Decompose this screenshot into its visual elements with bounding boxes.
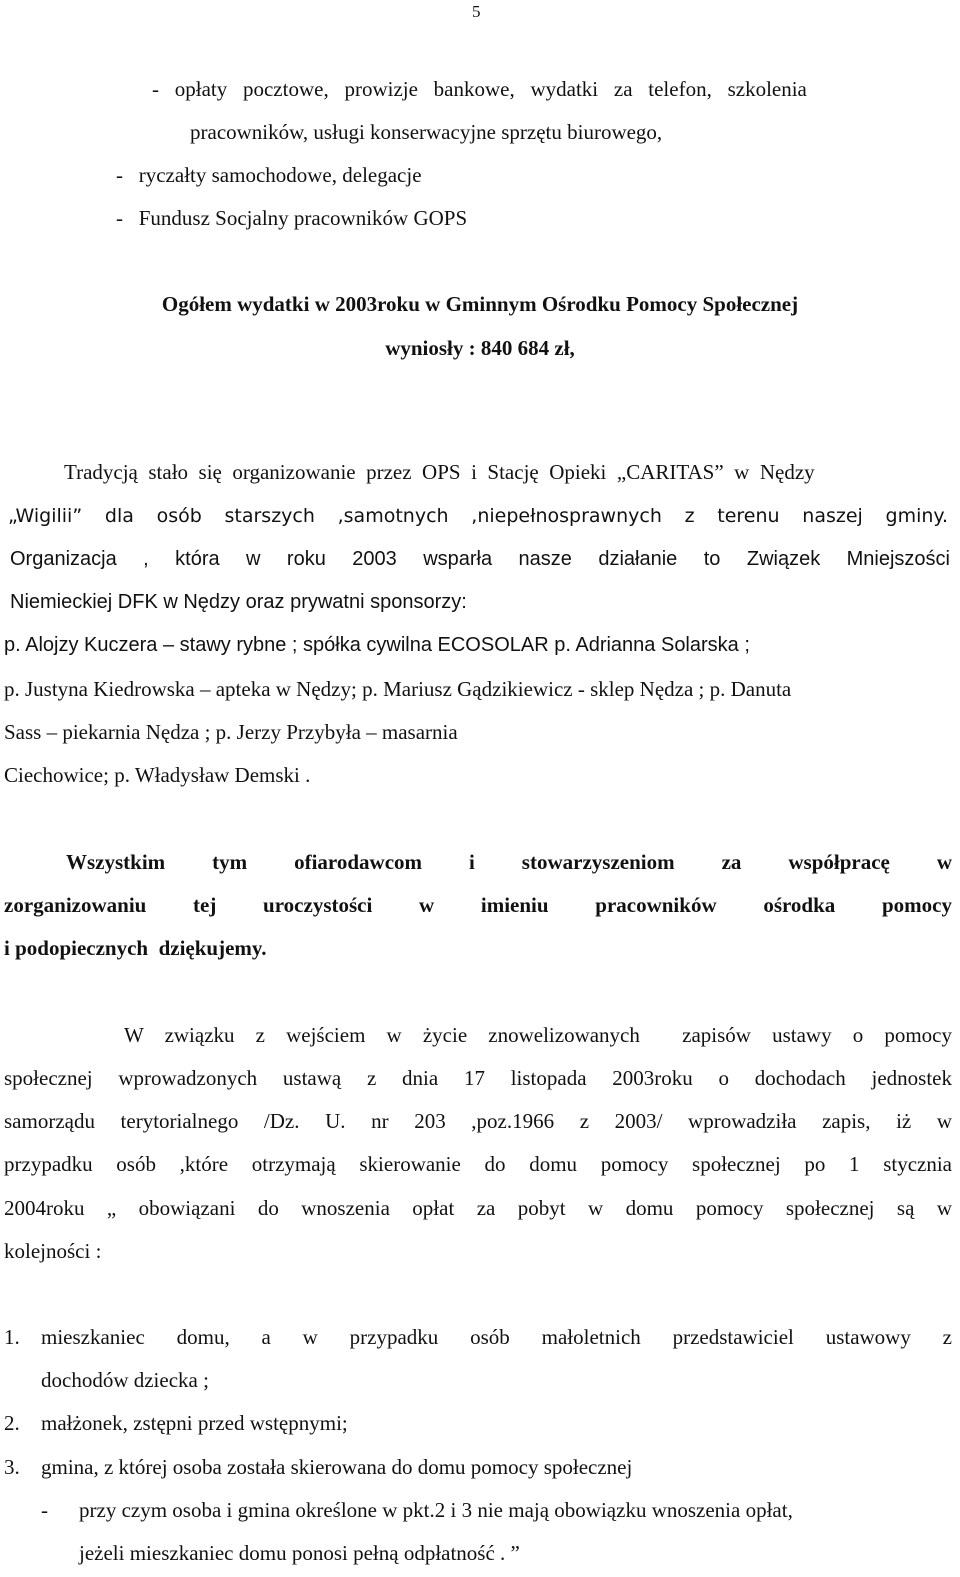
sub-item-line2: jeżeli mieszkaniec domu ponosi pełną odpłatność . ” [79,1541,520,1565]
list-item-2: małżonek, zstępni przed wstępnymi; [41,1411,348,1435]
sub-item-line1: przy czym osoba i gmina określone w pkt.2 i 3 nie mają obowiązku wnoszenia opłat, [79,1498,793,1522]
list-item-1-line1: mieszkaniec domu, a w przypadku osób małoletnich przedstawiciel ustawowy z [41,1325,952,1349]
sponsors-line3: Sass – piekarnia Nędza ; p. Jerzy Przybyła – masarnia [4,720,458,744]
cost-item-1-line2: pracowników, usługi konserwacyjne sprzętu biurowego, [190,120,663,144]
thanks-line2: zorganizowaniu tej uroczystości w imieniu pracowników ośrodka pomocy [4,893,952,917]
summary-line2: wyniosły : 840 684 zł, [385,336,575,360]
tradition-line2: „Wigilii” dla osób starszych ,samotnych ,niepełnosprawnych z terenu naszej gminy. [8,505,948,527]
thanks-line3: i podopiecznych dziękujemy. [4,936,267,960]
law-line3: samorządu terytorialnego /Dz. U. nr 203 ,poz.1966 z 2003/ wprowadziła zapis, iż w [4,1109,952,1133]
tradition-line1: Tradycją stało się organizowanie przez OPS i Stację Opieki „CARITAS” w Nędzy [64,460,815,484]
list-item-number-3: 3. [4,1455,20,1479]
law-line2: społecznej wprowadzonych ustawą z dnia 17 listopada 2003roku o dochodach jednostek [4,1066,952,1090]
thanks-line1: Wszystkim tym ofiarodawcom i stowarzyszeniom za współpracę w [66,850,952,874]
summary-line1: Ogółem wydatki w 2003roku w Gminnym Ośrodku Pomocy Społecznej [161,292,799,316]
cost-item-2: - ryczałty samochodowe, delegacje [116,163,422,187]
list-item-3: gmina, z której osoba została skierowana do domu pomocy społecznej [41,1455,633,1479]
law-line5: 2004roku „ obowiązani do wnoszenia opłat za pobyt w domu pomocy społecznej są w [4,1196,952,1220]
sub-item-dash: - [41,1498,48,1522]
law-line4: przypadku osób ,które otrzymają skierowanie do domu pomocy społecznej po 1 stycznia [4,1152,952,1176]
sponsors-line2: p. Justyna Kiedrowska – apteka w Nędzy; p. Mariusz Gądzikiewicz - sklep Nędza ; p. Danuta [4,677,792,701]
law-line1: W związku z wejściem w życie znowelizowanych zapisów ustawy o pomocy [124,1023,952,1047]
law-line6: kolejności : [4,1239,102,1263]
page-number: 5 [472,2,481,21]
cost-item-1-line1: - opłaty pocztowe, prowizje bankowe, wydatki za telefon, szkolenia [152,77,807,101]
sponsors-line4: Ciechowice; p. Władysław Demski . [4,763,311,787]
list-item-number-1: 1. [4,1325,20,1349]
list-item-number-2: 2. [4,1411,20,1435]
cost-item-3: - Fundusz Socjalny pracowników GOPS [116,206,468,230]
sponsors-line1: p. Alojzy Kuczera – stawy rybne ; spółka cywilna ECOSOLAR p. Adrianna Solarska ; [4,634,750,656]
list-item-1-line2: dochodów dziecka ; [41,1368,209,1392]
tradition-line3: Organizacja , która w roku 2003 wsparła nasze działanie to Związek Mniejszości [10,548,950,570]
tradition-line4: Niemieckiej DFK w Nędzy oraz prywatni sponsorzy: [10,591,467,613]
